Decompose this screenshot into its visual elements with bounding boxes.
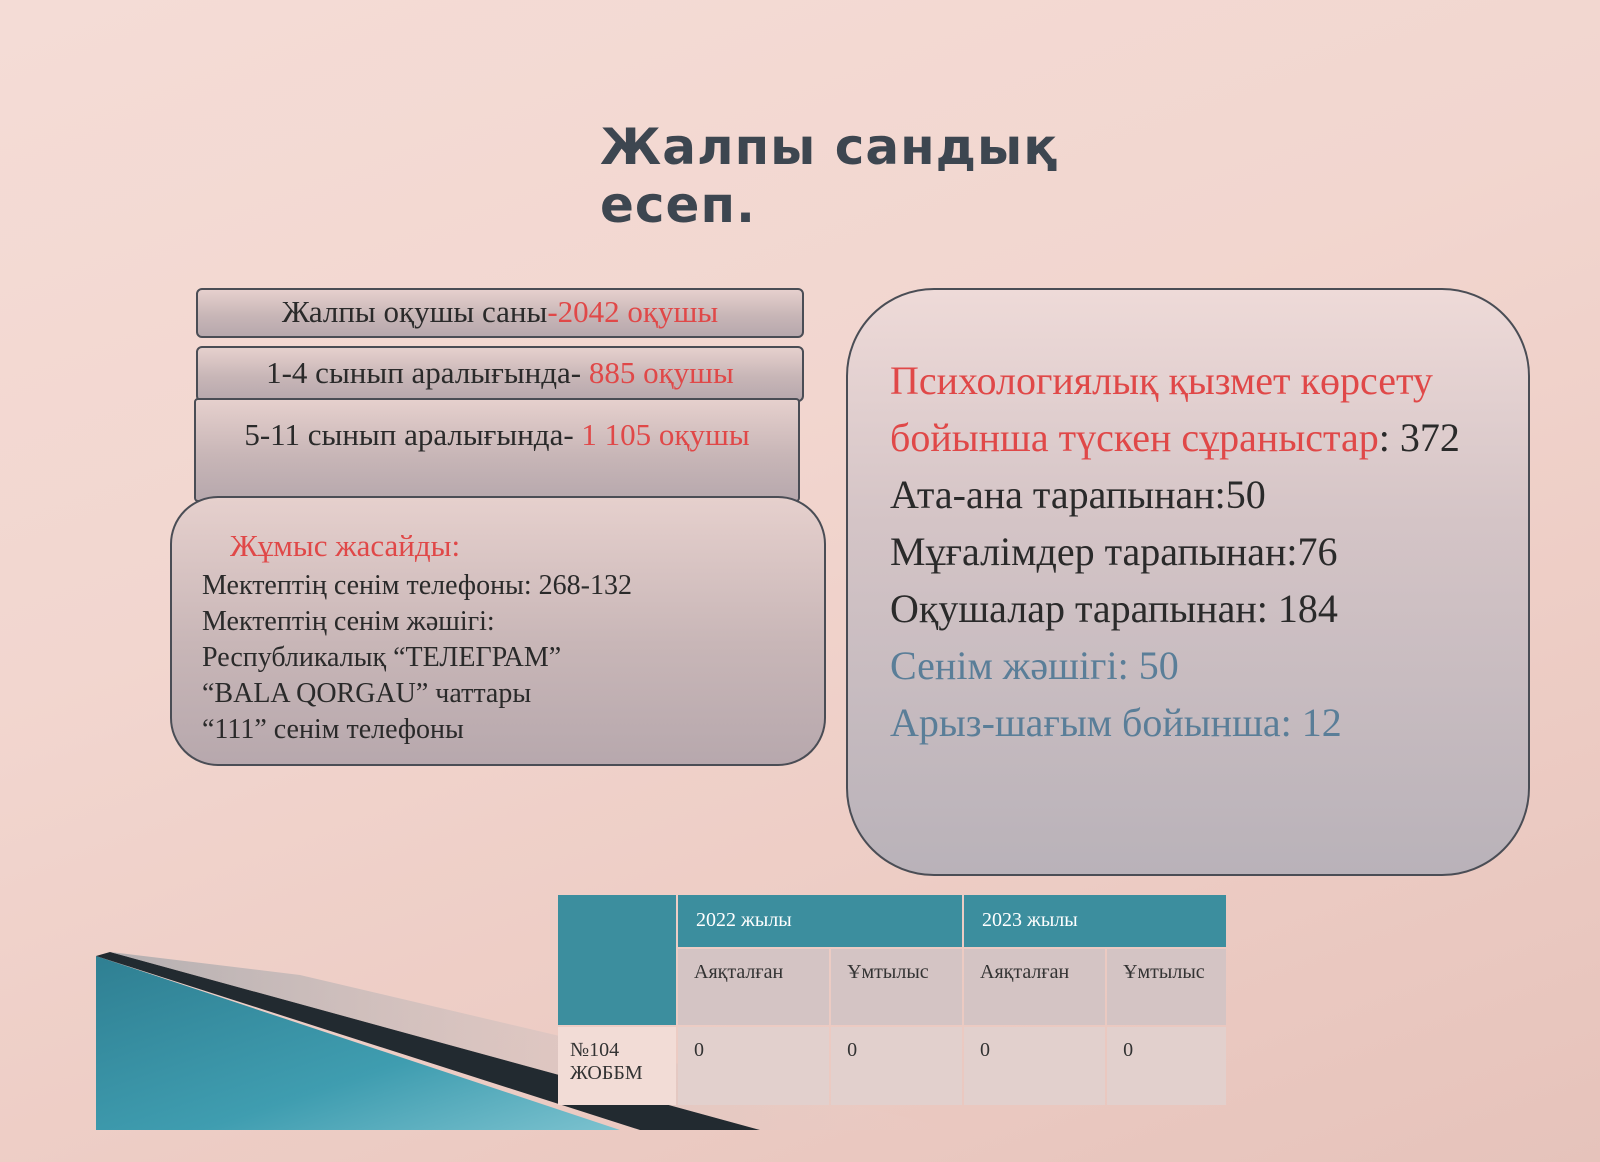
requests-line: Мұғалімдер тарапынан:76 — [890, 529, 1338, 574]
table-subheader: Аяқталған — [964, 949, 1105, 1025]
page-title: Жалпы сандық есеп. — [600, 118, 1059, 234]
requests-line-blue: Арыз-шағым бойынша: 12 — [890, 700, 1342, 745]
requests-line: Оқушалар тарапынан: 184 — [890, 586, 1338, 631]
table-cell: 0 — [964, 1027, 1105, 1105]
table-subheader: Ұмтылыс — [1107, 949, 1226, 1025]
table-year-header: 2023 жылы — [964, 895, 1226, 947]
grades-5-11-box — [194, 398, 800, 502]
services-line: “111” сенім телефоны — [202, 714, 464, 745]
services-line: “BALA QORGAU” чаттары — [202, 678, 532, 709]
requests-line-blue: Сенім жәшігі: 50 — [890, 643, 1179, 688]
total-students-value: -2042 оқушы — [547, 294, 719, 329]
grades-1-4-value: 885 оқушы — [588, 355, 734, 390]
table-subheader: Аяқталған — [678, 949, 829, 1025]
requests-line: Ата-ана тарапынан:50 — [890, 472, 1266, 517]
total-students-box — [196, 288, 804, 338]
table-cell: 0 — [831, 1027, 962, 1105]
requests-total: : 372 — [1378, 415, 1460, 460]
services-box — [170, 496, 826, 766]
table-cell: 0 — [678, 1027, 829, 1105]
table-corner-cell — [558, 895, 676, 1025]
requests-box — [846, 288, 1530, 876]
grades-5-11-label: 5-11 сынып аралығында- — [244, 417, 582, 452]
grades-5-11-value: 1 105 оқушы — [581, 417, 750, 452]
table-year-row — [558, 895, 1226, 947]
table-cell: 0 — [1107, 1027, 1226, 1105]
services-heading: Жұмыс жасайды: — [230, 528, 461, 563]
services-line: Республикалық “ТЕЛЕГРАМ” — [202, 642, 562, 673]
results-table — [556, 893, 1228, 1107]
services-line: Мектептің сенім жәшігі: — [202, 606, 495, 637]
requests-heading: Психологиялық қызмет көрсету бойынша түскен сұраныстар — [890, 358, 1433, 460]
services-line: Мектептің сенім телефоны: 268-132 — [202, 570, 632, 601]
table-row-name: №104 ЖОББМ — [558, 1027, 676, 1105]
table-row — [558, 1027, 1226, 1105]
table-subheader: Ұмтылыс — [831, 949, 962, 1025]
grades-1-4-box — [196, 346, 804, 402]
grades-1-4-label: 1-4 сынып аралығында- — [266, 355, 589, 390]
requests-heading-block — [890, 352, 1528, 466]
table-year-header: 2022 жылы — [678, 895, 962, 947]
total-students-label: Жалпы оқушы саны — [281, 294, 548, 329]
